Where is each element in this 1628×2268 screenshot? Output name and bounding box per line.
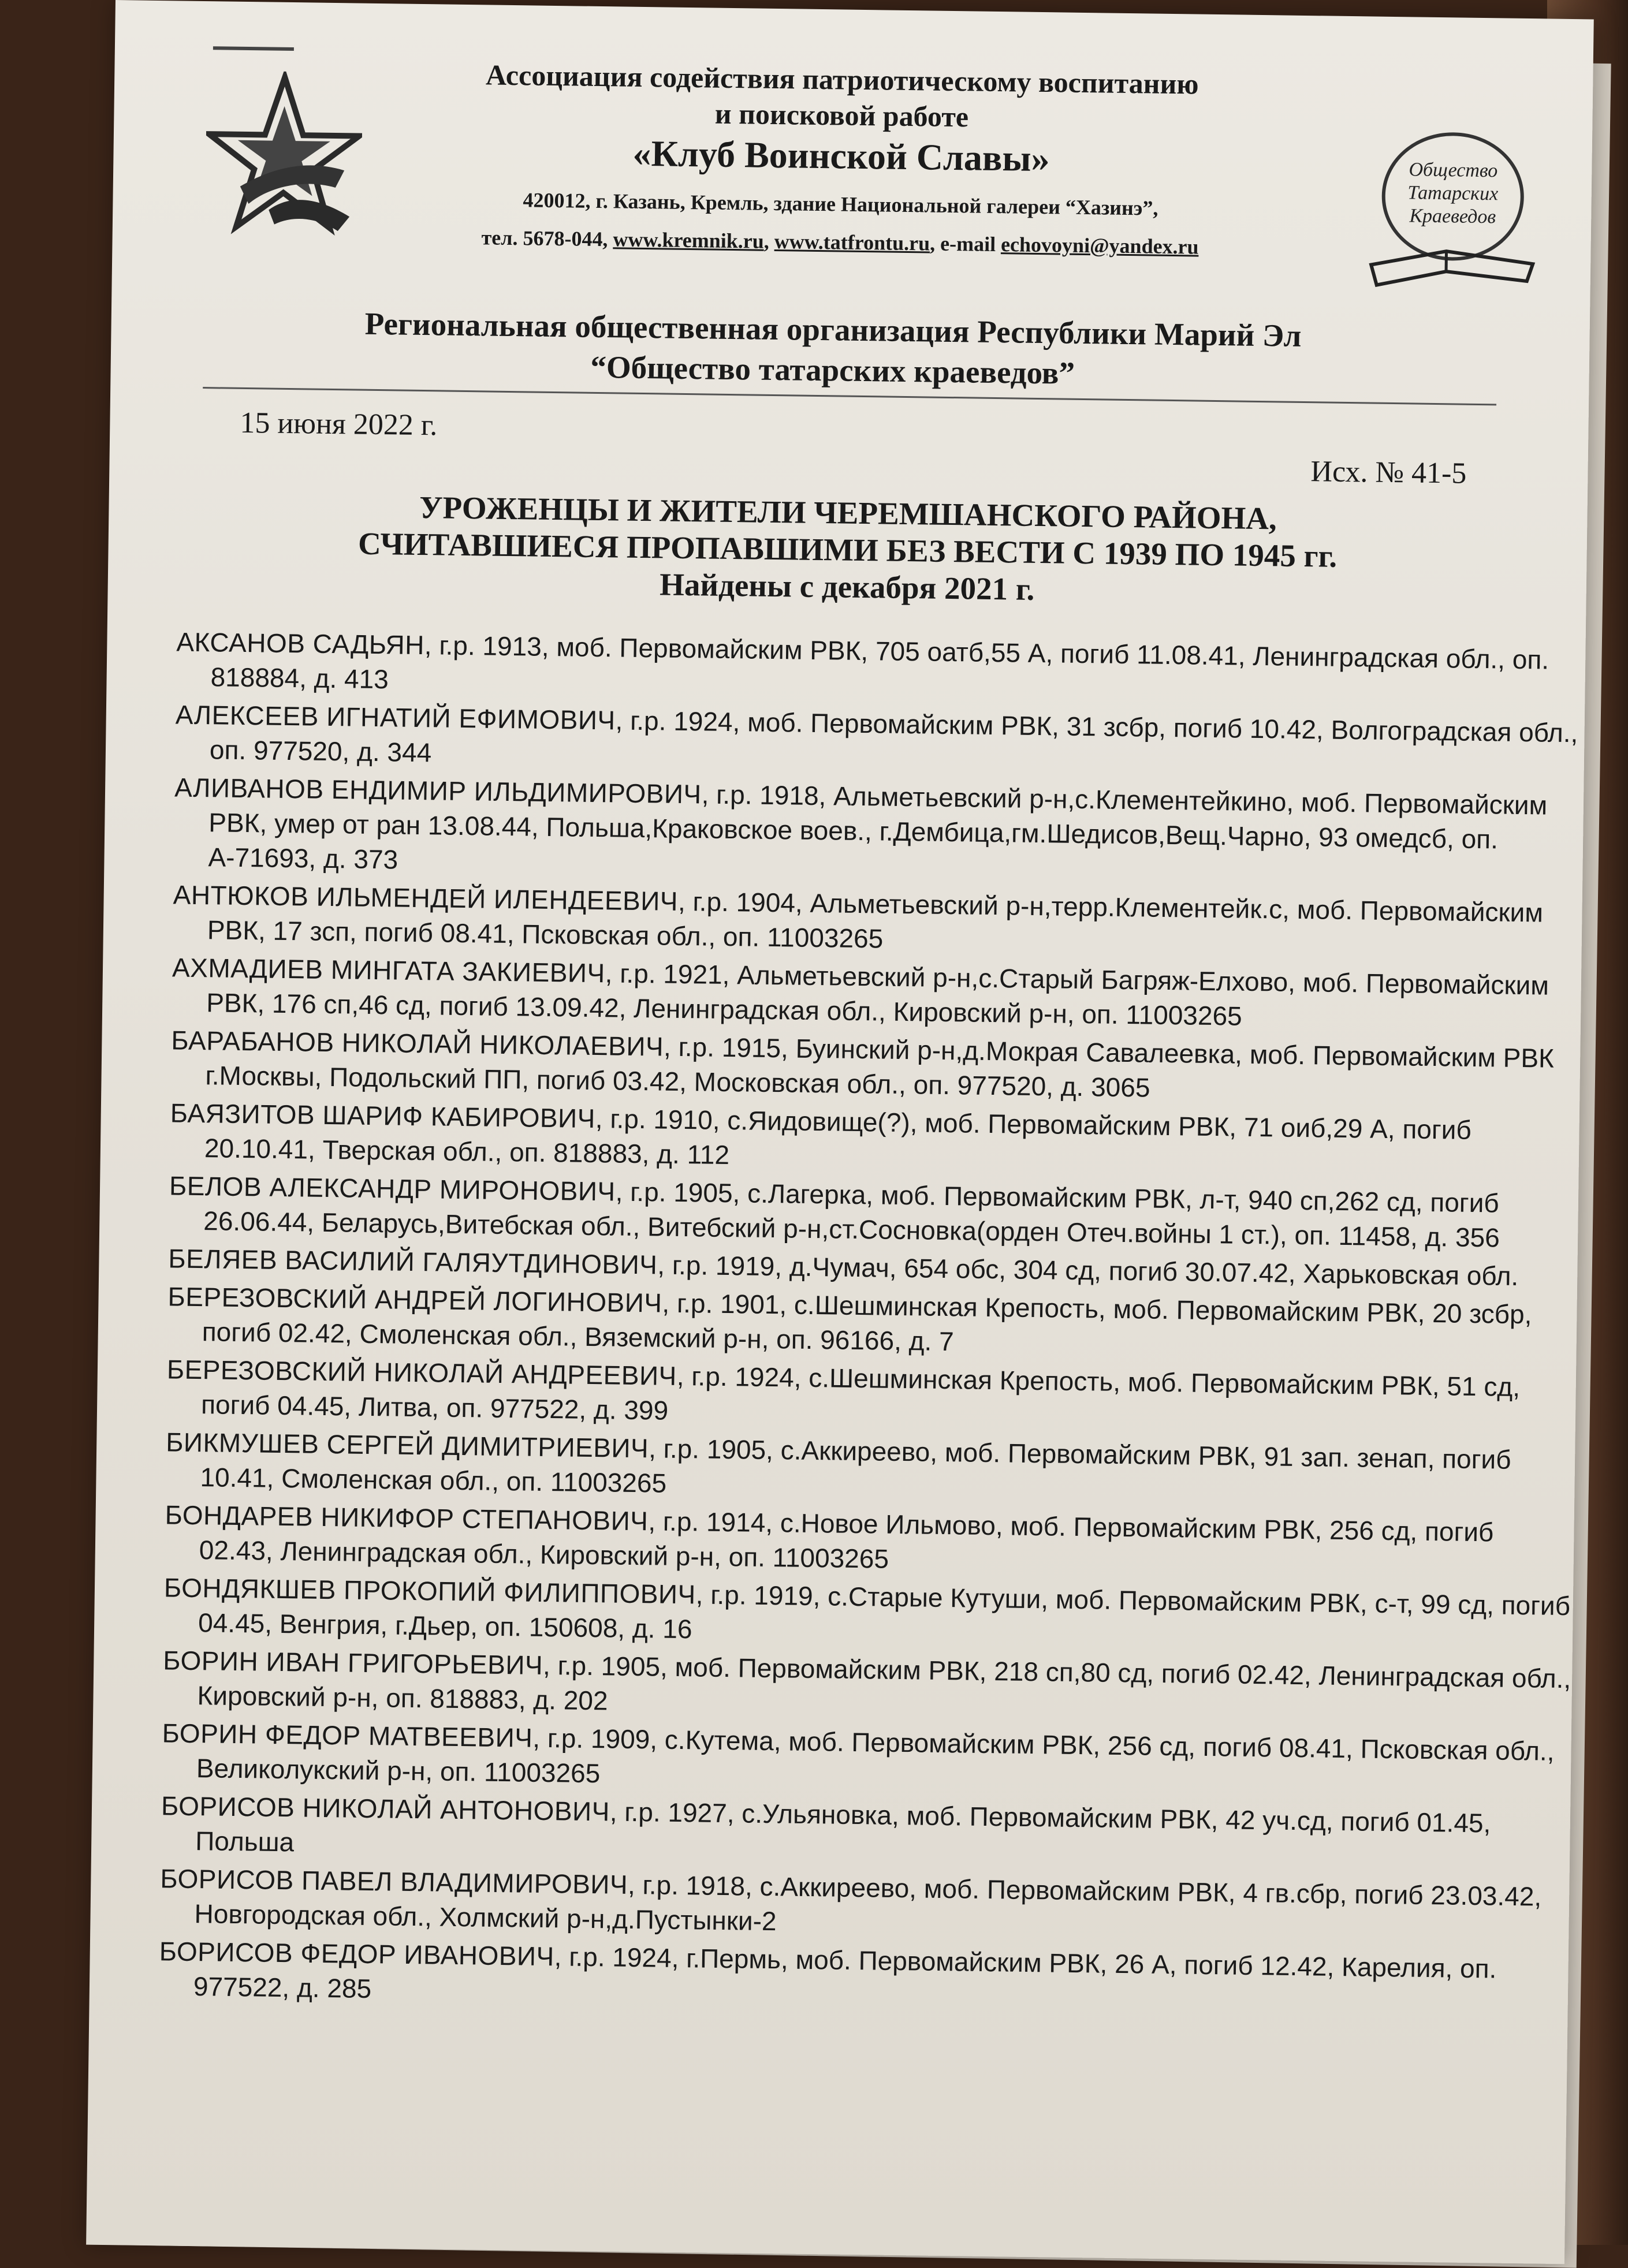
society-seal-logo: [1353, 126, 1552, 301]
list-item: [173, 877, 1582, 965]
person-name: БЕЛОВ АЛЕКСАНДР МИРОНОВИЧ: [169, 1170, 616, 1206]
list-item: [169, 1168, 1578, 1256]
phone: тел. 5678-044,: [481, 226, 608, 251]
person-name: БОРИН ФЕДОР МАТВЕЕВИЧ: [162, 1718, 532, 1752]
title-subtitle: Найдены с декабря 2021 г.: [223, 561, 1471, 614]
top-dash-mark: [213, 46, 294, 51]
list-item: [161, 1788, 1570, 1876]
seal-text-line1: Общество: [1409, 159, 1497, 181]
seal-text-line2: Татарских: [1407, 182, 1498, 204]
person-name: БОРИСОВ ПАВЕЛ ВЛАДИМИРОВИЧ: [160, 1863, 628, 1900]
person-details: , г.р. 1905, с.Аккиреево, моб. Первомайским РВК, 91 зап. зенап, погиб 10.41, Смоленская обл., оп. 11003265: [200, 1433, 1511, 1498]
person-details: , г.р. 1927, с.Ульяновка, моб. Первомайским РВК, 42 уч.сд, погиб 01.45, Польша: [195, 1796, 1491, 1857]
list-item: [170, 1023, 1580, 1110]
person-name: БЕРЕЗОВСКИЙ НИКОЛАЙ АНДРЕЕВИЧ: [167, 1354, 677, 1391]
document-title: [223, 487, 1471, 614]
association-header: [355, 55, 1327, 262]
email-address: echovoyni@yandex.ru: [1001, 233, 1199, 258]
person-details: , г.р. 1915, Буинский р-н,д.Мокрая Савалеевка, моб. Первомайским РВК г.Москвы, Подольский ПП, погиб 03.42, Московская обл., оп. 977520, д. 3065: [205, 1032, 1554, 1103]
title-line2: СЧИТАВШИЕСЯ ПРОПАВШИМИ БЕЗ ВЕСТИ С 1939 ПО 1945 гг.: [223, 524, 1471, 577]
person-name: АКСАНОВ САДЬЯН: [176, 626, 424, 660]
person-name: БАРАБАНОВ НИКОЛАЙ НИКОЛАЕВИЧ: [171, 1025, 664, 1061]
site-link-kremnik: www.kremnik.ru: [613, 227, 764, 252]
records-list: [159, 624, 1586, 2025]
list-item: [172, 950, 1581, 1038]
list-item: [162, 1715, 1571, 1803]
person-name: БОРИСОВ ФЕДОР ИВАНОВИЧ: [159, 1936, 554, 1971]
list-item: [163, 1570, 1573, 1658]
outgoing-number: Исх. № 41-5: [1310, 454, 1467, 491]
list-item: [170, 1095, 1579, 1183]
association-address: 420012, г. Казань, Кремль, здание Национальной галереи “Хазинэ”,: [355, 184, 1325, 223]
list-item: [162, 1643, 1572, 1730]
person-details: , г.р. 1910, с.Яидовище(?), моб. Первомайским РВК, 71 оиб,29 А, погиб 20.10.41, Тверская обл., оп. 818883, д. 112: [204, 1103, 1471, 1170]
person-name: БОНДЯКШЕВ ПРОКОПИЙ ФИЛИППОВИЧ: [164, 1572, 696, 1609]
person-name: АНТЮКОВ ИЛЬМЕНДЕЙ ИЛЕНДЕЕВИЧ: [173, 879, 678, 916]
person-details: , г.р. 1905, моб. Первомайским РВК, 218 сп,80 сд, погиб 02.42, Ленинградская обл., Кировский р-н, оп. 818883, д. 202: [197, 1650, 1571, 1715]
person-name: АЛЕКСЕЕВ ИГНАТИЙ ЕФИМОВИЧ: [175, 699, 616, 735]
person-details: , г.р. 1904, Альметьевский р-н,терр.Клементейк.с, моб. Первомайским РВК, 17 зсп, погиб 08.41, Псковская обл., оп. 11003265: [207, 886, 1544, 954]
list-item: [165, 1424, 1575, 1512]
person-details: , г.р. 1905, с.Лагерка, моб. Первомайским РВК, л-т, 940 сп,262 сд, погиб 26.06.44, Беларусь,Витебская обл., Витебский р-н,ст.Сосновка(орден Отеч.войны 1 ст.), оп. 11458, д. 356: [203, 1177, 1500, 1253]
person-name: БОНДАРЕВ НИКИФОР СТЕПАНОВИЧ: [165, 1499, 648, 1536]
document-date: 15 июня 2022 г.: [240, 406, 438, 442]
person-details: , г.р. 1918, Альметьевский р-н,с.Клементейкино, моб. Первомайским РВК, умер от ран 13.08.44, Польша,Краковское воев., г.Дембица,гм.Шедисов,Вещ.Чарно, 93 омедсб, оп. А-71693, д. 373: [208, 779, 1547, 874]
person-details: , г.р. 1918, с.Аккиреево, моб. Первомайским РВК, 4 гв.сбр, погиб 23.03.42, Новгородская обл., Холмский р-н,д.Пустынки-2: [194, 1870, 1541, 1936]
person-name: БЕЛЯЕВ ВАСИЛИЙ ГАЛЯУТДИНОВИЧ: [168, 1243, 658, 1280]
list-item: [176, 624, 1585, 712]
seal-text-line3: Краеведов: [1409, 205, 1496, 227]
association-contacts: тел. 5678-044, www.kremnik.ru, www.tatfrontu.ru, e-mail echovoyni@yandex.ru: [355, 222, 1325, 262]
person-name: АЛИВАНОВ ЕНДИМИР ИЛЬДИМИРОВИЧ: [174, 772, 702, 809]
association-name-line1: Ассоциация содействия патриотическому воспитанию: [357, 55, 1328, 103]
regional-organization-line2: “Общество татарских краеведов”: [226, 342, 1439, 398]
list-item: [159, 1934, 1569, 2021]
list-item: [167, 1279, 1577, 1367]
person-name: АХМАДИЕВ МИНГАТА ЗАКИЕВИЧ: [172, 952, 605, 988]
person-name: БАЯЗИТОВ ШАРИФ КАБИРОВИЧ: [170, 1098, 595, 1133]
club-name: «Клуб Воинской Славы»: [356, 126, 1327, 185]
person-details: , г.р. 1924, с.Шешминская Крепость, моб. Первомайским РВК, 51 сд, погиб 04.45, Литва, оп. 977522, д. 399: [201, 1361, 1521, 1426]
person-name: БЕРЕЗОВСКИЙ АНДРЕЙ ЛОГИНОВИЧ: [167, 1281, 662, 1318]
association-name-line2: и поисковой работе: [356, 91, 1327, 139]
person-name: БОРИСОВ НИКОЛАЙ АНТОНОВИЧ: [161, 1790, 610, 1826]
star-emblem-icon: [205, 70, 363, 240]
regional-organization: [226, 302, 1440, 398]
person-name: БИКМУШЕВ СЕРГЕЙ ДИМИТРИЕВИЧ: [166, 1427, 649, 1463]
person-details: , г.р. 1913, моб. Первомайским РВК, 705 оатб,55 А, погиб 11.08.41, Ленинградская обл., оп. 818884, д. 413: [210, 630, 1549, 694]
person-details: , г.р. 1914, с.Новое Ильмово, моб. Первомайским РВК, 256 сд, погиб 02.43, Ленинградская обл., Кировский р-н, оп. 11003265: [199, 1506, 1494, 1573]
list-item: [159, 1861, 1569, 1949]
person-details: , г.р. 1919, д.Чумач, 654 обс, 304 сд, погиб 30.07.42, Харьковская обл.: [657, 1249, 1519, 1291]
regional-organization-line1: Региональная общественная организация Республики Марий Эл: [226, 302, 1440, 358]
list-item: [175, 697, 1585, 785]
person-name: БОРИН ИВАН ГРИГОРЬЕВИЧ: [163, 1645, 543, 1680]
site-link-tatfrontu: www.tatfrontu.ru: [774, 230, 930, 255]
person-details: , г.р. 1901, с.Шешминская Крепость, моб. Первомайским РВК, 20 зсбр, погиб 02.42, Смоленская обл., Вяземский р-н, оп. 96166, д. 7: [202, 1288, 1532, 1357]
person-details: , г.р. 1924, моб. Первомайским РВК, 31 зсбр, погиб 10.42, Волгоградская обл., оп. 977520, д. 344: [210, 705, 1578, 767]
email-label: , e-mail: [930, 232, 996, 255]
person-details: , г.р. 1909, с.Кутема, моб. Первомайским РВК, 256 сд, погиб 08.41, Псковская обл., Великолукский р-н, оп. 11003265: [196, 1723, 1555, 1789]
title-line1: УРОЖЕНЦЫ И ЖИТЕЛИ ЧЕРЕМШАНСКОГО РАЙОНА,: [224, 487, 1472, 540]
list-item: [166, 1352, 1576, 1439]
person-details: , г.р. 1921, Альметьевский р-н,с.Старый Багряж-Елхово, моб. Первомайским РВК, 176 сп,46 сд, погиб 13.09.42, Ленинградская обл., Кировский р-н, оп. 11003265: [206, 958, 1549, 1031]
document-page: [86, 0, 1594, 2264]
list-item: [164, 1497, 1574, 1585]
person-details: , г.р. 1919, с.Старые Кутуши, моб. Первомайским РВК, с-т, 99 сд, погиб 04.45, Венгрия, г.Дьер, оп. 150608, д. 16: [198, 1579, 1570, 1644]
person-details: , г.р. 1924, г.Пермь, моб. Первомайским РВК, 26 А, погиб 12.42, Карелия, оп. 977522, д. 285: [193, 1941, 1497, 2004]
list-item: [173, 770, 1584, 892]
